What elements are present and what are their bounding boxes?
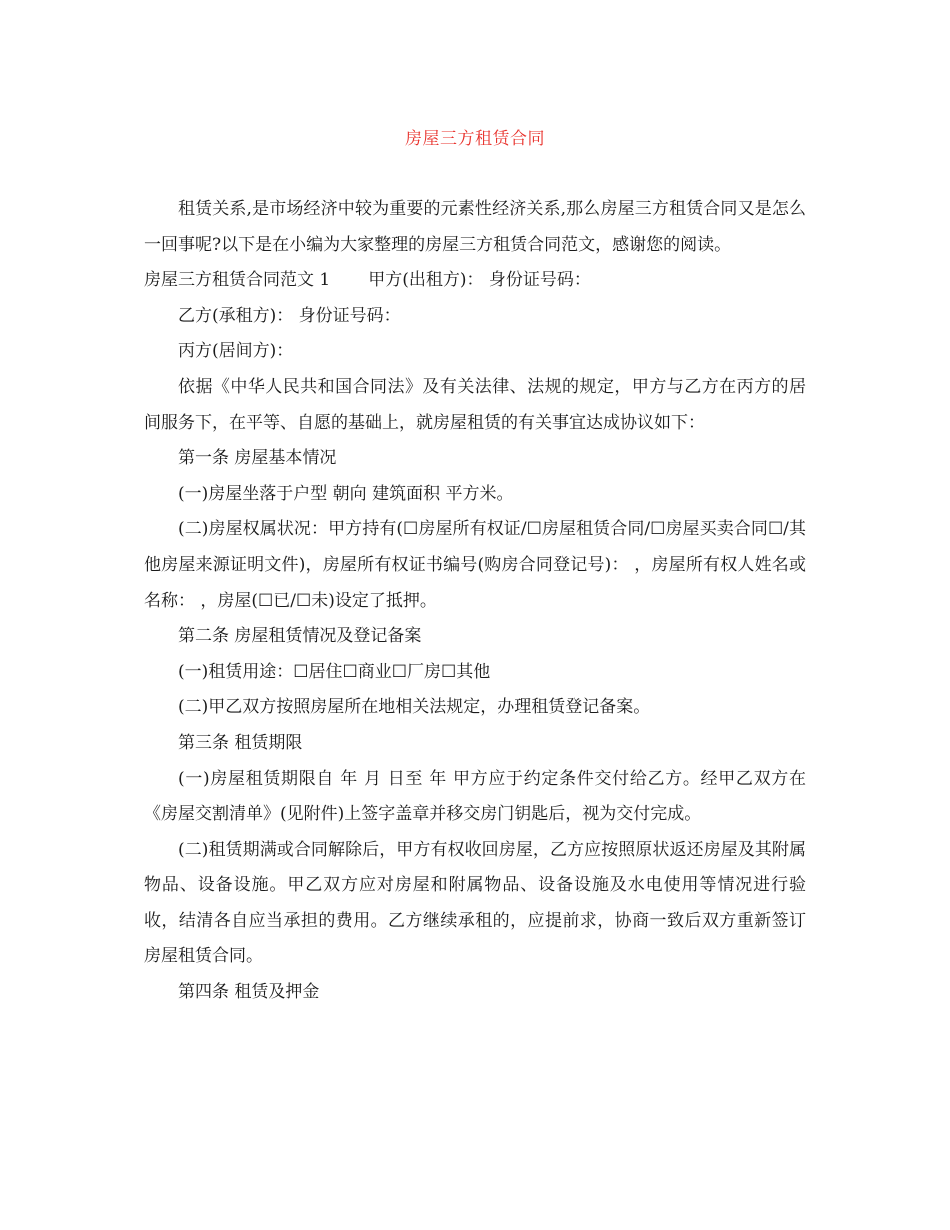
preamble-paragraph: 依据《中华人民共和国合同法》及有关法律、法规的规定，甲方与乙方在丙方的居间服务下，在平等、自愿的基础上，就房屋租赁的有关事宜达成协议如下： xyxy=(144,376,806,433)
party-c: 丙方(居间方)： xyxy=(178,341,294,362)
article-3-title: 第三条 租赁期限 xyxy=(178,732,303,753)
article-2-item-1: (一)租赁用途：☐居住☐商业☐厂房☐其他 xyxy=(178,661,491,682)
article-3-item-2: (二)租赁期满或合同解除后，甲方有权收回房屋，乙方应按照原状返还房屋及其附属物品、设备设施。甲乙双方应对房屋和附属物品、设备设施及水电使用等情况进行验收，结清各自应当承担的费用。乙方继续承租的，应提前求，协商一致后双方重新签订房屋租赁合同。 xyxy=(144,839,806,967)
article-1-item-2: (二)房屋权属状况：甲方持有(☐房屋所有权证/☐房屋租赁合同/☐房屋买卖合同☐/其他房屋来源证明文件)，房屋所有权证书编号(购房合同登记号)： ，房屋所有权人姓名或名称： ，房屋(☐已/☐未)设定了抵押。 xyxy=(144,519,806,611)
sample-heading: 房屋三方租赁合同范文 1 xyxy=(144,270,331,291)
intro-paragraph: 租赁关系,是市场经济中较为重要的元素性经济关系,那么房屋三方租赁合同又是怎么一回事呢?以下是在小编为大家整理的房屋三方租赁合同范文，感谢您的阅读。 xyxy=(144,199,806,255)
article-3-item-1: (一)房屋租赁期限自 年 月 日至 年 甲方应于约定条件交付给乙方。经甲乙双方在《房屋交割清单》(见附件)上签字盖章并移交房门钥匙后，视为交付完成。 xyxy=(144,768,806,825)
document-body xyxy=(144,192,806,1011)
sample-heading-line xyxy=(144,263,806,299)
party-a: 甲方(出租方)： 身份证号码： xyxy=(368,270,591,291)
article-1-title: 第一条 房屋基本情况 xyxy=(178,448,337,469)
article-2-title: 第二条 房屋租赁情况及登记备案 xyxy=(178,626,422,647)
article-2-item-2: (二)甲乙双方按照房屋所在地相关法规定，办理租赁登记备案。 xyxy=(178,697,651,718)
article-4-title: 第四条 租赁及押金 xyxy=(178,982,320,1003)
party-b: 乙方(承租方)： 身份证号码： xyxy=(178,305,401,326)
article-1-item-1: (一)房屋坐落于户型 朝向 建筑面积 平方米。 xyxy=(178,483,514,504)
document-title: 房屋三方租赁合同 xyxy=(405,129,545,149)
